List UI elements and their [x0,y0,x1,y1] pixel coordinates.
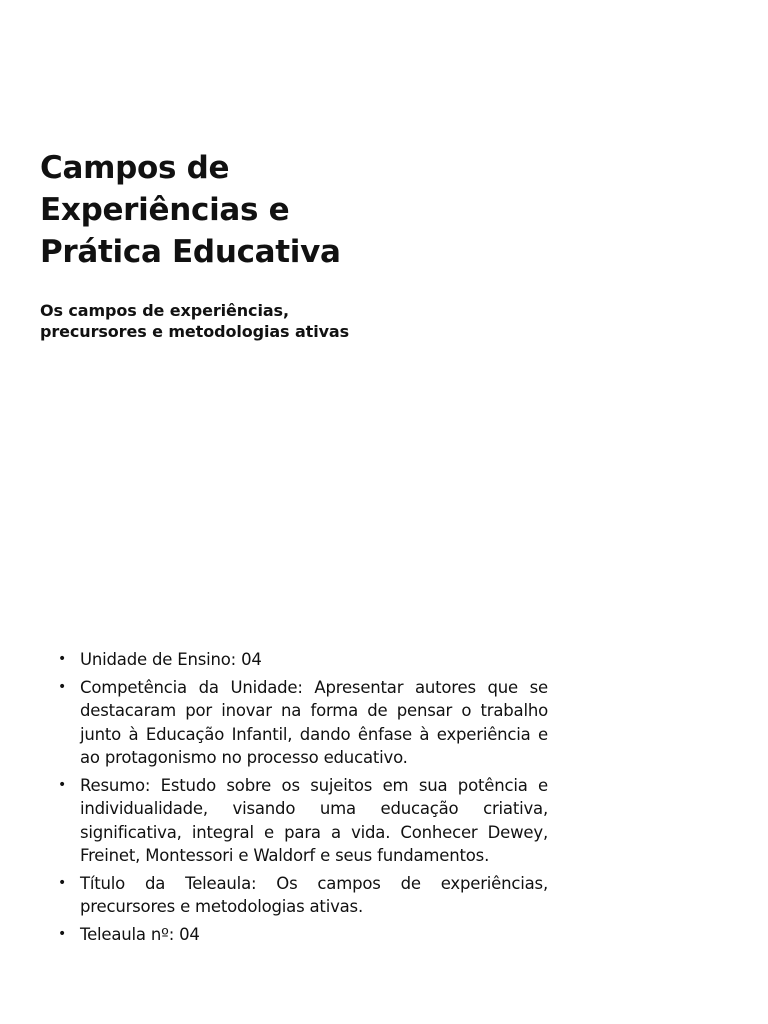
list-item-text: Título da Teleaula: Os campos de experiências, precursores e metodologias ativas. [80,873,548,916]
list-item-text: Teleaula nº: 04 [80,924,200,944]
bullet-icon: • [58,874,67,891]
page-subtitle-line: precursores e metodologias ativas [40,322,350,341]
bullet-icon: • [58,651,67,667]
page-title-line: Experiências e [40,192,290,228]
bullet-icon: • [58,925,67,942]
list-item-resumo [56,774,548,868]
list-item-text: Resumo: Estudo sobre os sujeitos em sua potência e individualidade, visando uma educação criativa, significativa, integral e para a vida. Conhecer Dewey, Freinet, Montessori e Waldorf e seus fundamentos. [80,775,548,865]
list-item-titulo-teleaula [56,872,548,919]
page-title [40,147,600,273]
list-item-text: Competência da Unidade: Apresentar autores que se destacaram por inovar na forma de pensar o trabalho junto à Educação Infantil, dando ênfase à experiência e ao protagonismo no processo educativo. [80,677,548,767]
list-item-text: Unidade de Ensino: 04 [80,650,262,669]
page-subtitle-line: Os campos de experiências, [40,301,289,320]
list-item-competencia [56,676,548,770]
unit-info-list [56,648,548,950]
page-title-line: Campos de [40,150,230,186]
page-subtitle [40,300,600,342]
page-title-line: Prática Educativa [40,234,341,270]
list-item-unidade [56,648,548,672]
bullet-icon: • [58,678,67,695]
bullet-icon: • [58,776,67,793]
list-item-teleaula-numero [56,923,548,947]
